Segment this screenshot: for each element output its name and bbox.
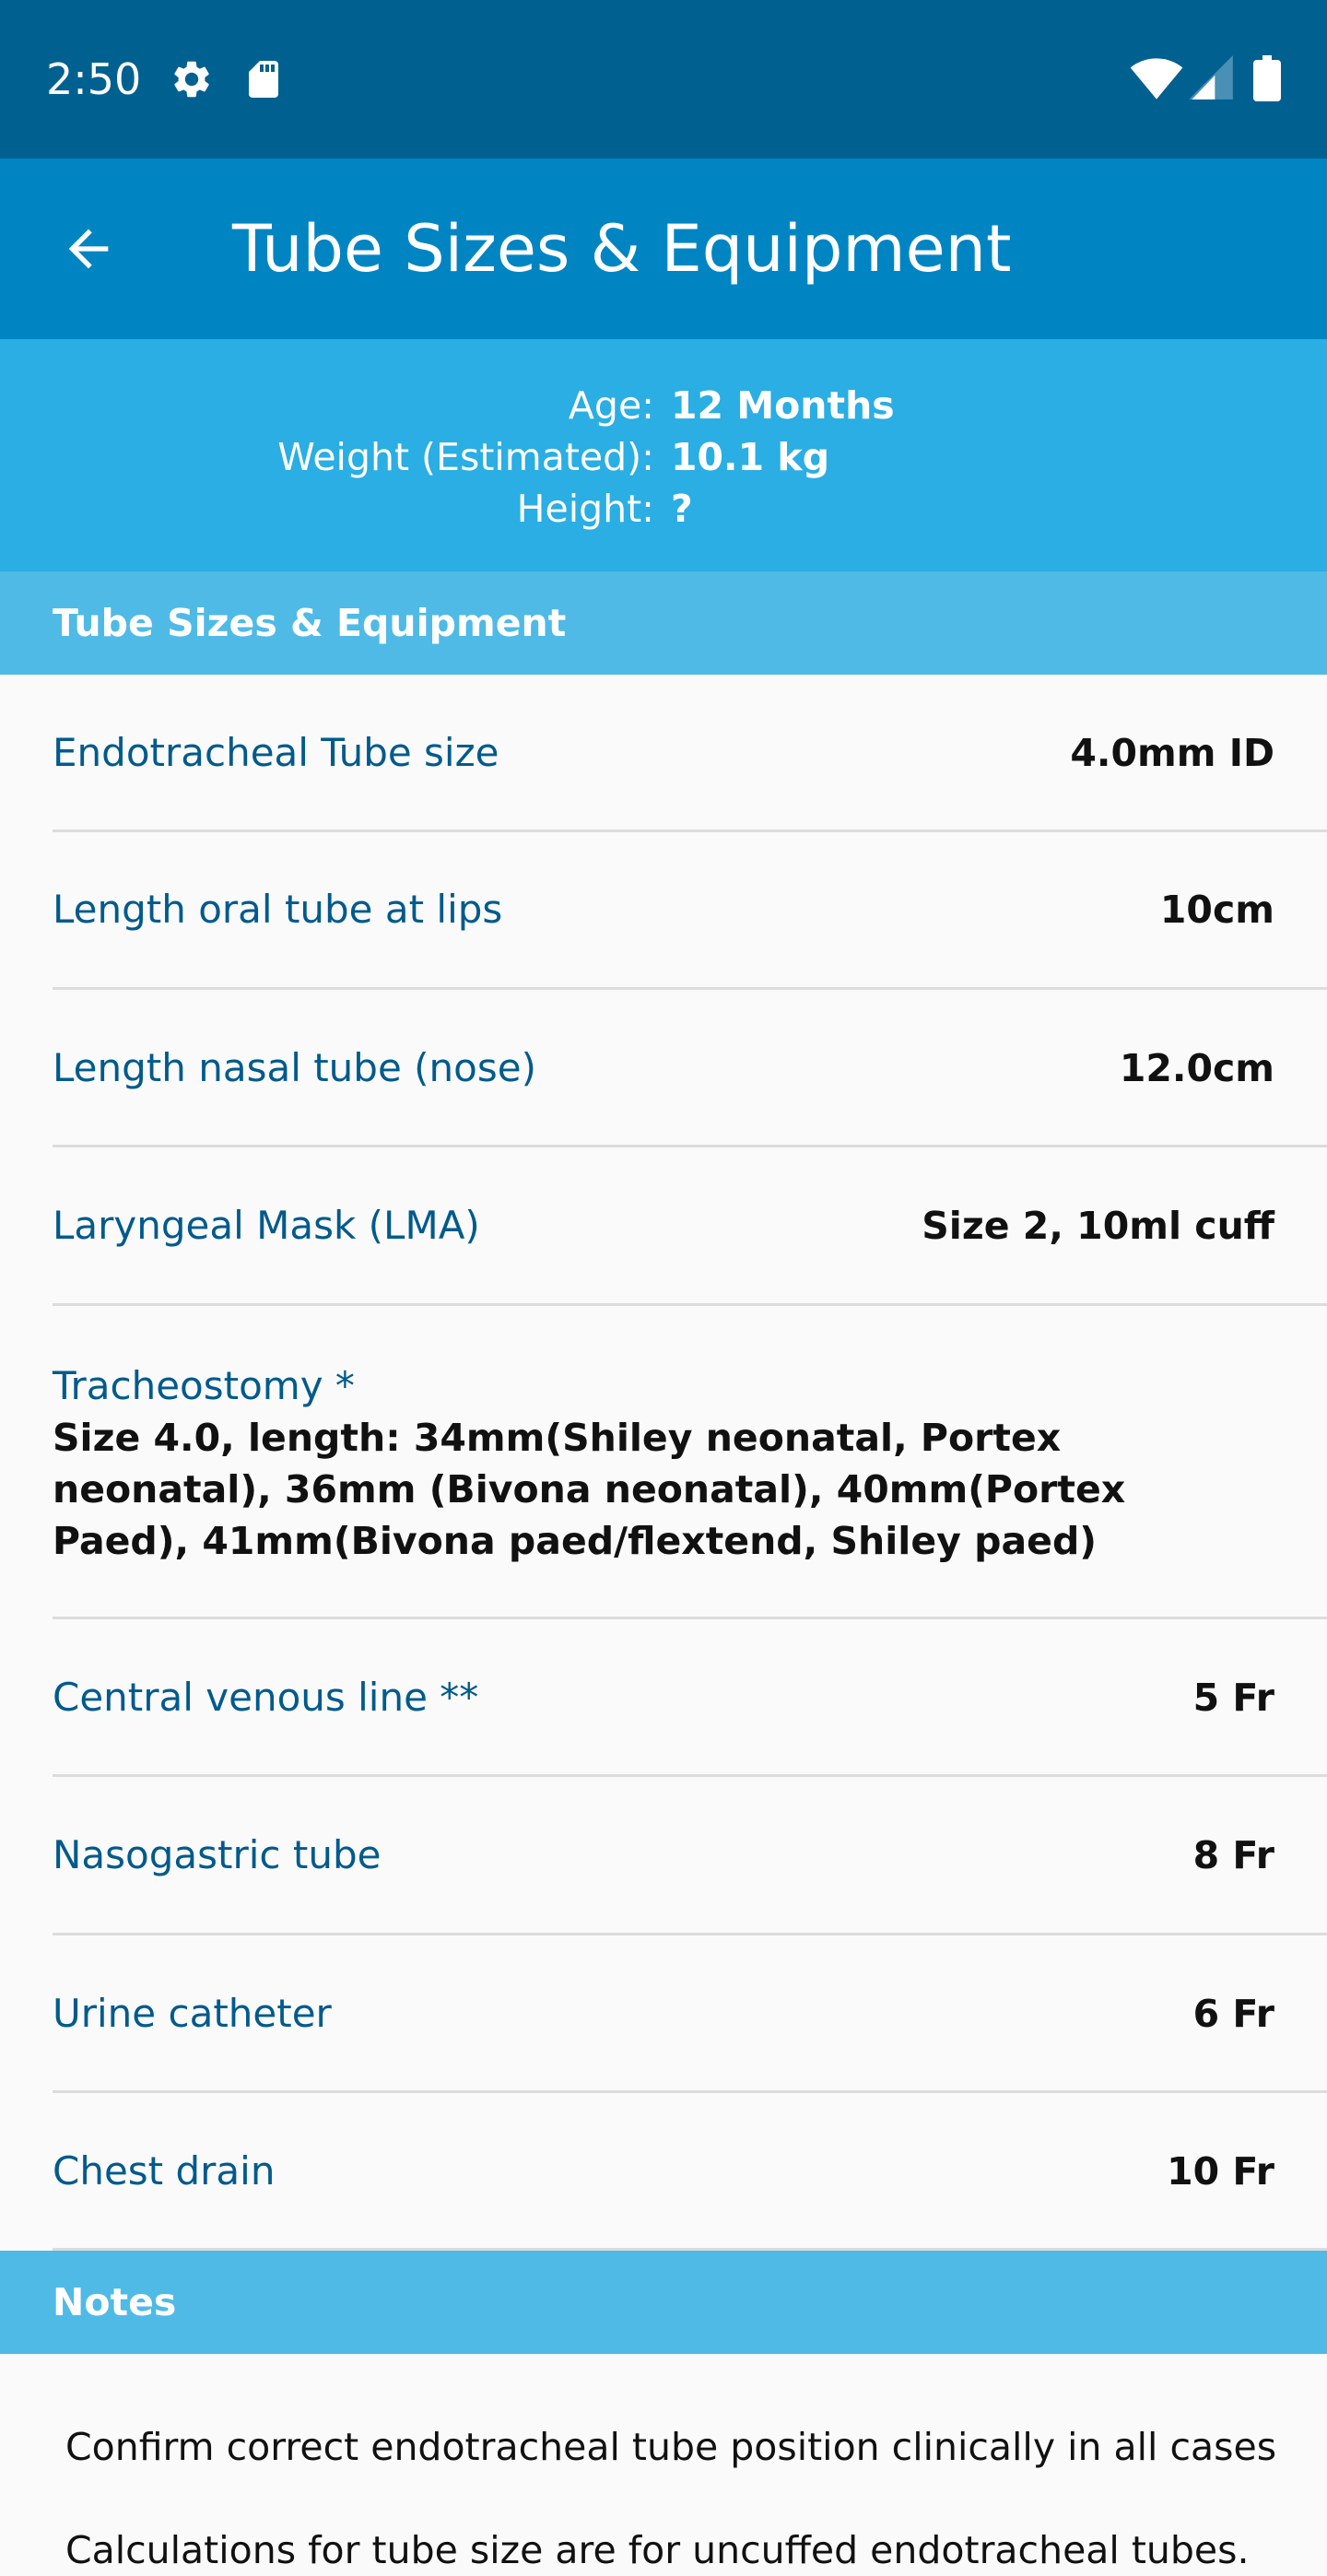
- cell-signal-icon: [1189, 53, 1233, 101]
- row-label: Length oral tube at lips: [53, 887, 503, 932]
- sd-card-icon: [241, 57, 286, 101]
- weight-value: 10.1 kg: [671, 435, 830, 479]
- battery-icon: [1253, 55, 1281, 101]
- row-value: 4.0mm ID: [1070, 731, 1274, 775]
- list-item: [0, 1306, 1327, 1617]
- equipment-section-header: Tube Sizes & Equipment: [0, 571, 1327, 675]
- row-label: Length nasal tube (nose): [53, 1045, 536, 1090]
- height-row: [0, 483, 1327, 535]
- row-label: Central venous line **: [53, 1675, 479, 1720]
- list-item: [0, 675, 1327, 831]
- row-label: Endotracheal Tube size: [53, 730, 499, 775]
- height-label: Height:: [516, 487, 654, 531]
- settings-icon: [170, 57, 214, 101]
- patient-info-panel: [0, 339, 1327, 571]
- arrow-back-icon: [59, 219, 118, 278]
- row-value: 12.0cm: [1119, 1046, 1274, 1090]
- row-label: Nasogastric tube: [53, 1832, 382, 1877]
- note-text: Confirm correct endotracheal tube position clinically in all cases: [65, 2425, 1277, 2469]
- row-value: 8 Fr: [1192, 1833, 1274, 1877]
- notes-section-header: Notes: [0, 2251, 1327, 2354]
- list-item: [0, 1935, 1327, 2090]
- weight-row: [0, 431, 1327, 483]
- row-value: 10 Fr: [1167, 2149, 1274, 2194]
- list-item: [0, 1619, 1327, 1774]
- list-item: [0, 1147, 1327, 1302]
- weight-label: Weight (Estimated):: [277, 435, 654, 479]
- row-value: Size 2, 10ml cuff: [922, 1204, 1274, 1248]
- list-item: [0, 832, 1327, 987]
- age-value: 12 Months: [671, 383, 895, 428]
- status-bar: [0, 0, 1327, 159]
- row-label: Tracheostomy *: [53, 1363, 355, 1408]
- row-value: 6 Fr: [1192, 1992, 1274, 2036]
- height-value: ?: [671, 487, 693, 531]
- note-text: Calculations for tube size are for uncuffed endotracheal tubes.: [65, 2528, 1250, 2572]
- app-bar: [0, 159, 1327, 339]
- row-label: Chest drain: [53, 2148, 276, 2194]
- row-label: Urine catheter: [53, 1991, 332, 2036]
- row-value: Size 4.0, length: 34mm(Shiley neonatal, Portex neonatal), 36mm (Bivona neonatal), 40mm(Portex Paed), 41mm(Bivona paed/flextend, Shiley paed): [53, 1416, 1126, 1563]
- list-item: [0, 2093, 1327, 2250]
- row-label: Laryngeal Mask (LMA): [53, 1203, 480, 1248]
- list-item: [0, 1777, 1327, 1932]
- back-button[interactable]: [52, 212, 125, 286]
- status-time: 2:50: [46, 54, 142, 104]
- row-value: 10cm: [1159, 888, 1274, 932]
- page-title: Tube Sizes & Equipment: [232, 211, 1012, 287]
- age-row: [0, 380, 1327, 431]
- list-item: [0, 990, 1327, 1145]
- wifi-icon: [1130, 53, 1183, 101]
- age-label: Age:: [568, 383, 654, 428]
- row-value: 5 Fr: [1192, 1676, 1274, 1720]
